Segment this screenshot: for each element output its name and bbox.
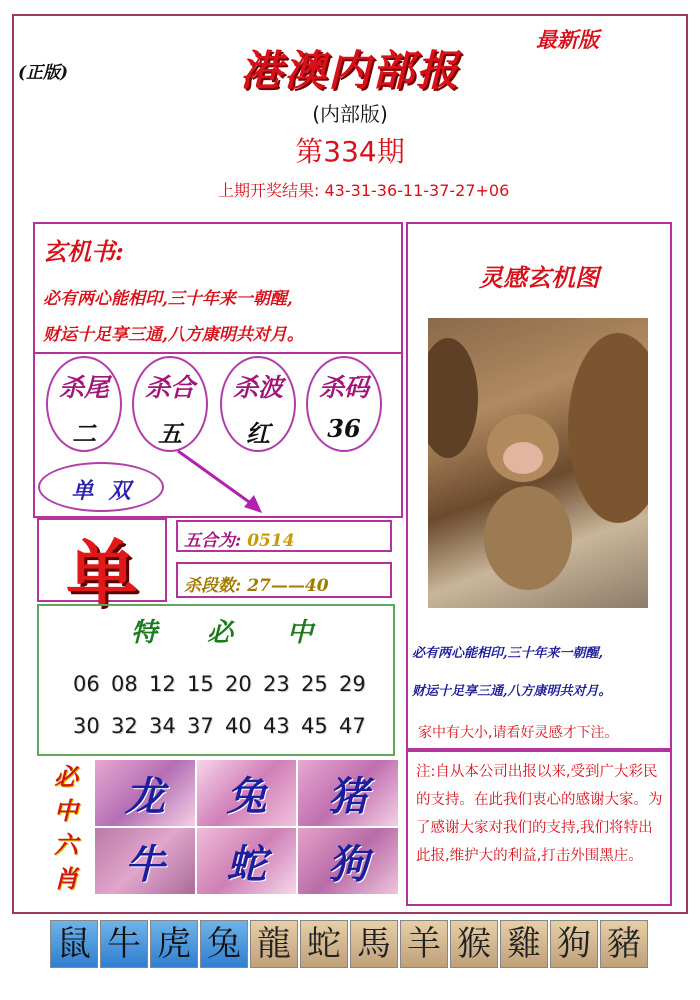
animal-tile — [95, 760, 195, 826]
lingan-line1: 必有两心能相印,三十年来一朝醒, — [412, 646, 604, 661]
big-char-box — [37, 518, 167, 616]
lingan-title: 灵感玄机图 — [479, 263, 599, 292]
danshuang-text: 单 双 — [71, 478, 131, 504]
lingan-line2: 财运十足享三通,八方康明共对月。 — [412, 684, 612, 699]
animal-tile — [298, 828, 398, 894]
animal-name: 蛇 — [226, 840, 267, 888]
side-char: 六 — [54, 830, 78, 859]
number: 15 — [187, 672, 214, 696]
side-char: 中 — [54, 796, 78, 825]
number: 32 — [111, 714, 138, 738]
edition-left: (正版) — [18, 63, 69, 83]
zodiac-tile: 雞 — [500, 920, 548, 968]
page-title: 港澳内部报 — [239, 46, 460, 95]
animal-name: 龙 — [124, 772, 165, 820]
number: 43 — [263, 714, 290, 738]
last-result-value: 43-31-36-11-37-27+06 — [324, 181, 510, 200]
animal-tile — [95, 828, 195, 894]
animal-name: 兔 — [226, 772, 267, 820]
monkey-image — [428, 318, 648, 608]
number: 08 — [111, 672, 138, 696]
oval-label: 杀波 — [232, 373, 283, 402]
zodiac-tile: 豬 — [600, 920, 648, 968]
shaduan-line — [184, 571, 329, 596]
number: 47 — [339, 714, 366, 738]
number: 25 — [301, 672, 328, 696]
animal-name: 狗 — [328, 840, 369, 888]
animal-name: 猪 — [328, 772, 369, 820]
xuanji-line1: 必有两心能相印,三十年来一朝醒, — [43, 289, 293, 309]
side-char: 肖 — [54, 864, 78, 893]
oval-value: 红 — [246, 419, 270, 448]
liuxiao-grid — [95, 760, 398, 894]
tebizhong-char: 必 — [207, 618, 234, 648]
oval-value: 36 — [327, 414, 361, 443]
oval-label: 杀尾 — [58, 373, 109, 402]
number: 23 — [263, 672, 290, 696]
last-result-label: 上期开奖结果: — [218, 181, 320, 200]
oval-shahe — [132, 356, 208, 452]
wuhe-label: 五合为: — [184, 531, 242, 551]
number: 20 — [225, 672, 252, 696]
wuhe-line — [184, 526, 295, 551]
number: 12 — [149, 672, 176, 696]
zodiac-tile: 蛇 — [300, 920, 348, 968]
notice-text: 注:自从本公司出报以来,受到广大彩民的支持。在此我们衷心的感谢大家。为了感谢大家对我们的支持,我们将特出此报,维护大的利益,打击外围黑庄。 — [416, 764, 663, 864]
zodiac-tile: 狗 — [550, 920, 598, 968]
tebizhong-char: 中 — [287, 618, 314, 648]
zodiac-tile: 龍 — [250, 920, 298, 968]
zodiac-tile: 羊 — [400, 920, 448, 968]
zodiac-tile: 兔 — [200, 920, 248, 968]
oval-shama — [306, 356, 382, 452]
wuhe-box — [176, 520, 392, 552]
oval-danshuang — [38, 462, 164, 512]
xuanji-box — [33, 222, 403, 354]
oval-shabo — [220, 356, 296, 452]
oval-value: 五 — [158, 419, 182, 448]
last-result — [218, 178, 509, 201]
big-char: 单 — [65, 531, 138, 616]
number: 29 — [339, 672, 366, 696]
oval-label: 杀码 — [318, 373, 369, 402]
liuxiao-side-label — [44, 760, 88, 896]
shaduan-value: 27——40 — [247, 576, 329, 596]
shaduan-label: 杀段数: — [184, 576, 242, 596]
oval-value: 二 — [72, 419, 96, 448]
subtitle: (内部版) — [312, 102, 388, 126]
lingan-note: 家中有大小,请看好灵感才下注。 — [418, 725, 619, 741]
number: 45 — [301, 714, 328, 738]
xuanji-heading: 玄机书: — [43, 237, 124, 266]
shaduan-box — [176, 562, 392, 598]
number: 40 — [225, 714, 252, 738]
number: 37 — [187, 714, 214, 738]
zodiac-tile: 鼠 — [50, 920, 98, 968]
monkey-icon — [428, 318, 648, 608]
arrow-icon — [170, 445, 270, 520]
edition-right: 最新版 — [536, 27, 599, 52]
animal-name: 牛 — [124, 840, 165, 888]
animal-tile — [197, 828, 297, 894]
oval-shawei — [46, 356, 122, 452]
zodiac-tile: 牛 — [100, 920, 148, 968]
number: 30 — [73, 714, 100, 738]
oval-label: 杀合 — [144, 373, 195, 402]
side-char: 必 — [54, 762, 78, 791]
lingan-box — [406, 222, 672, 750]
tebizhong-box — [37, 604, 395, 756]
number: 34 — [149, 714, 176, 738]
animal-tile — [298, 760, 398, 826]
zodiac-tile: 猴 — [450, 920, 498, 968]
zodiac-tile: 虎 — [150, 920, 198, 968]
notice-box — [406, 750, 672, 906]
number: 06 — [73, 672, 100, 696]
wuhe-value: 0514 — [247, 531, 295, 551]
zodiac-tile: 馬 — [350, 920, 398, 968]
animal-tile — [197, 760, 297, 826]
tebizhong-char: 特 — [131, 618, 158, 648]
xuanji-line2: 财运十足享三通,八方康明共对月。 — [43, 325, 304, 345]
issue-number: 第334期 — [295, 135, 405, 168]
